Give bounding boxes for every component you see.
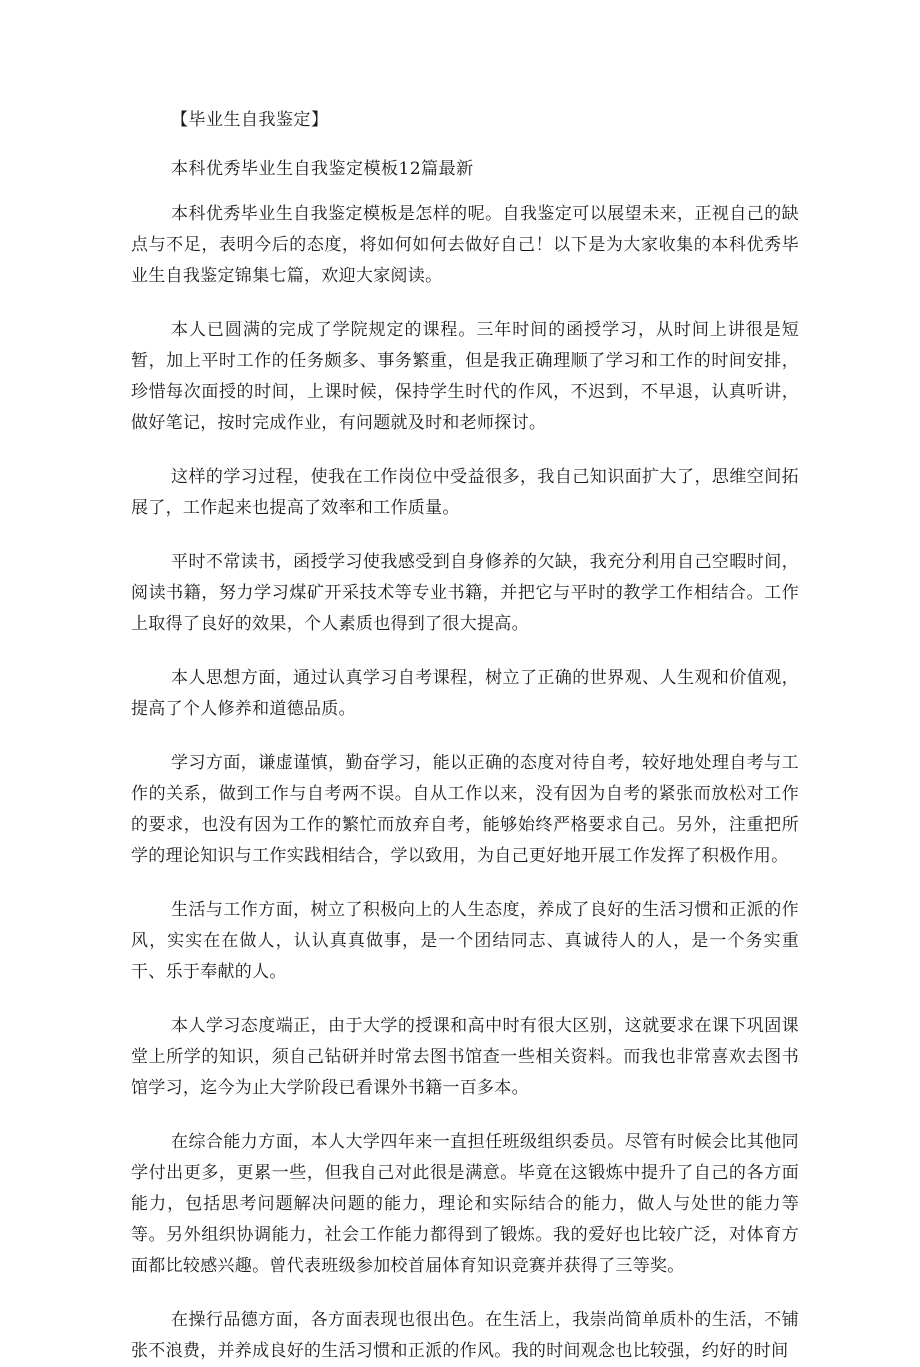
document-subtitle: 本科优秀毕业生自我鉴定模板12篇最新: [171, 159, 474, 179]
document-body: [131, 199, 799, 1367]
paragraph-conduct: 在操行品德方面，各方面表现也很出色。在生活上，我崇尚简单质朴的生活，不铺张不浪费，并养成良好的生活习惯和正派的作风。我的时间观念也比较强，约好的时间: [131, 1310, 799, 1361]
paragraph-course-completion: 本人已圆满的完成了学院规定的课程。三年时间的函授学习，从时间上讲很是短暂，加上平时工作的任务颇多、事务繁重，但是我正确理顺了学习和工作的时间安排，珍惜每次面授的时间，上课时候，保持学生时代的作风，不迟到，不早退，认真听讲，做好笔记，按时完成作业，有问题就及时和老师探讨。: [131, 320, 799, 433]
paragraph-learning-process: 这样的学习过程，使我在工作岗位中受益很多，我自己知识面扩大了，思维空间拓展了，工作起来也提高了效率和工作质量。: [131, 467, 799, 518]
document-header: 【毕业生自我鉴定】: [171, 110, 329, 130]
paragraph-reading: 平时不常读书，函授学习使我感受到自身修养的欠缺，我充分利用自己空暇时间，阅读书籍，努力学习煤矿开采技术等专业书籍，并把它与平时的教学工作相结合。工作上取得了良好的效果，个人素质也得到了很大提高。: [131, 552, 799, 634]
paragraph-life-work: 生活与工作方面，树立了积极向上的人生态度，养成了良好的生活习惯和正派的作风，实实在在做人，认认真真做事，是一个团结同志、真诚待人的人，是一个务实重干、乐于奉献的人。: [131, 900, 799, 982]
paragraph-attitude: 本人学习态度端正，由于大学的授课和高中时有很大区别，这就要求在课下巩固课堂上所学的知识，须自己钻研并时常去图书馆查一些相关资料。而我也非常喜欢去图书馆学习，迄今为止大学阶段已看课外书籍一百多本。: [131, 1016, 799, 1098]
paragraph-intro: 本科优秀毕业生自我鉴定模板是怎样的呢。自我鉴定可以展望未来，正视自己的缺点与不足，表明今后的态度，将如何如何去做好自己！以下是为大家收集的本科优秀毕业生自我鉴定锦集七篇，欢迎大家阅读。: [131, 204, 799, 286]
paragraph-study: 学习方面，谦虚谨慎，勤奋学习，能以正确的态度对待自考，较好地处理自考与工作的关系，做到工作与自考两不误。自从工作以来，没有因为自考的紧张而放松对工作的要求，也没有因为工作的繁忙而放弃自考，能够始终严格要求自己。另外，注重把所学的理论知识与工作实践相结合，学以致用，为自己更好地开展工作发挥了积极作用。: [131, 753, 799, 866]
paragraph-thought: 本人思想方面，通过认真学习自考课程，树立了正确的世界观、人生观和价值观，提高了个人修养和道德品质。: [131, 668, 799, 719]
paragraph-ability: 在综合能力方面，本人大学四年来一直担任班级组织委员。尽管有时候会比其他同学付出更多，更累一些，但我自己对此很是满意。毕竟在这锻炼中提升了自己的各方面能力，包括思考问题解决问题的能力，理论和实际结合的能力，做人与处世的能力等等。另外组织协调能力，社会工作能力都得到了锻炼。我的爱好也比较广泛，对体育方面都比较感兴趣。曾代表班级参加校首届体育知识竞赛并获得了三等奖。: [131, 1132, 799, 1276]
